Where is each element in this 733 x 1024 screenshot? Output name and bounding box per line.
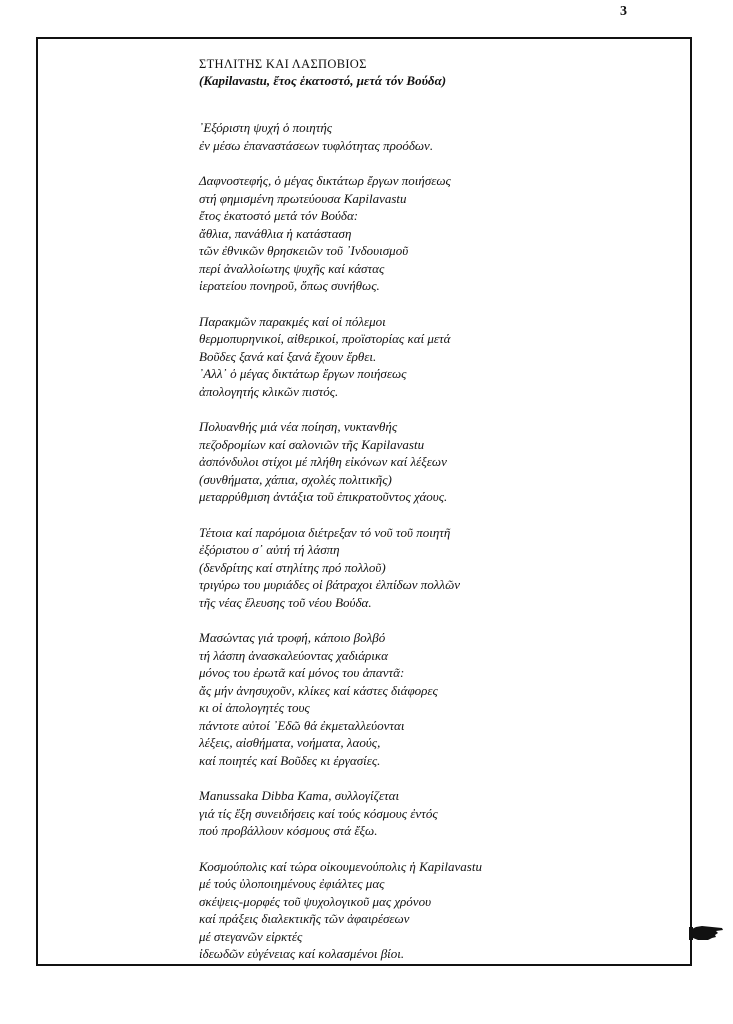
stanza [199,119,669,154]
poem-line: ἔτος ἑκατοστό μετά τόν Βούδα: [199,208,359,223]
poem-line: γιά τίς ἕξη συνειδήσεις καί τούς κόσμους ἐντός [199,805,438,821]
poem-line: λέξεις, αἰσθήματα, νοήματα, λαούς, [199,735,381,750]
poem-line: ἐν μέσω ἐπαναστάσεων τυφλότητας προόδων. [199,137,434,153]
poem-line: τῶν ἐθνικῶν θρησκειῶν τοῦ ᾿Ινδουισμοῦ [199,243,409,258]
poem-line: ἐξόριστου σ᾿ αὐτή τή λάσπη [199,542,340,557]
poem-line: ᾿Αλλ᾿ ὁ μέγας δικτάτωρ ἔργων ποιήσεως [199,366,407,381]
poem-line: Manussaka Dibba Kama, συλλογίζεται [199,788,400,803]
stanza [199,858,669,963]
poem-line: καί ποιητές καί Βοῦδες κι ἐργασίες. [199,752,381,768]
page-number: 3 [620,4,627,19]
poem-line: πάντοτε αὐτοί ᾿Εδῶ θά ἐκμεταλλεύονται [199,717,405,733]
stanza [199,524,669,612]
poem-line: τριγύρω του μυριάδες οἱ βάτραχοι ἐλπίδων πολλῶν [199,577,461,592]
poem-subtitle: (Kapilavastu, ἔτος ἑκατοστό, μετά τόν Βούδα) [199,73,447,88]
stanza [199,787,669,840]
stanza [199,418,669,506]
stanza [199,629,669,769]
poem-line: πού προβάλλουν κόσμους στά ἔξω. [199,823,378,838]
poem-line: ἄς μήν ἀνησυχοῦν, κλίκες καί κάστες διάφορες [199,682,438,698]
poem-line: τῆς νέας ἔλευσης τοῦ νέου Βούδα. [199,594,372,610]
poem-line: στή φημισμένη πρωτεύουσα Kapilavastu [199,190,407,206]
poem-line: Μασώντας γιά τροφή, κάποιο βολβό [199,630,386,645]
poem-line: ἱερατείου πονηροῦ, ὅπως συνήθως. [199,278,380,293]
poem-line: Κοσμούπολις καί τώρα οἰκουμενούπολις ἡ Kapilavastu [199,858,482,874]
poem-line: μεταρρύθμιση ἀντάξια τοῦ ἐπικρατοῦντος χάους. [199,489,448,504]
poem-line: θερμοπυρηνικοί, αἰθερικοί, προϊστορίας καί μετά [199,331,451,346]
poem-line: μόνος του ἐρωτᾶ καί μόνος του ἀπαντᾶ: [199,665,405,680]
poem-line: ᾿Εξόριστη ψυχή ὁ ποιητής [199,120,333,135]
poem-line: Τέτοια καί παρόμοια διέτρεξαν τό νοῦ τοῦ ποιητῆ [199,524,451,540]
poem-line: μέ τούς ὑλοποιημένους ἐφιάλτες μας [199,876,385,891]
poem-line: ἀπολογητής κλικῶν πιστός. [199,383,339,399]
stanza [199,172,669,295]
poem-line: περί ἀναλλοίωτης ψυχῆς καί κάστας [199,260,385,276]
poem-line: ἰδεωδῶν εὐγένειας καί κολασμένοι βίοι. [199,946,405,961]
poem-line: Πολυανθής μιά νέα ποίηση, νυκτανθής [199,419,398,434]
poem-line: πεζοδρομίων καί σαλονιῶν τῆς Kapilavastu [199,436,425,452]
stanza [199,313,669,401]
poem-line: τή λάσπη ἀνασκαλεύοντας χαδιάρικα [199,647,388,663]
poem-line: Δαφνοστεφής, ὁ μέγας δικτάτωρ ἔργων ποιήσεως [199,173,451,188]
poem-line: Παρακμῶν παρακμές καί οἱ πόλεμοι [199,313,386,329]
poem-line: ἀσπόνδυλοι στίχοι μέ πλήθη εἰκόνων καί λέξεων [199,454,447,469]
poem-line: (συνθήματα, χάπια, σχολές πολιτικῆς) [199,471,392,487]
poem-line: καί πράξεις διαλεκτικῆς τῶν ἀφαιρέσεων [199,911,410,926]
poem-line: μέ στεγανῶν εἱρκτές [199,928,303,944]
poem-line: σκέψεις-μορφές τοῦ ψυχολογικοῦ μας χρόνου [199,893,432,909]
poem-line: ἄθλια, πανάθλια ἡ κατάσταση [199,225,352,241]
poem-line: κι οἱ ἀπολογητές τους [199,700,310,715]
poem-line: (δενδρίτης καί στηλίτης πρό πολλοῦ) [199,559,386,575]
poem [199,56,669,981]
poem-line: Βοῦδες ξανά καί ξανά ἔχουν ἔρθει. [199,348,377,364]
pointing-hand-icon [688,921,724,943]
poem-title: ΣΤΗΛΙΤΗΣ ΚΑΙ ΛΑΣΠΟΒΙΟΣ [199,57,367,71]
poem-body [199,119,669,963]
